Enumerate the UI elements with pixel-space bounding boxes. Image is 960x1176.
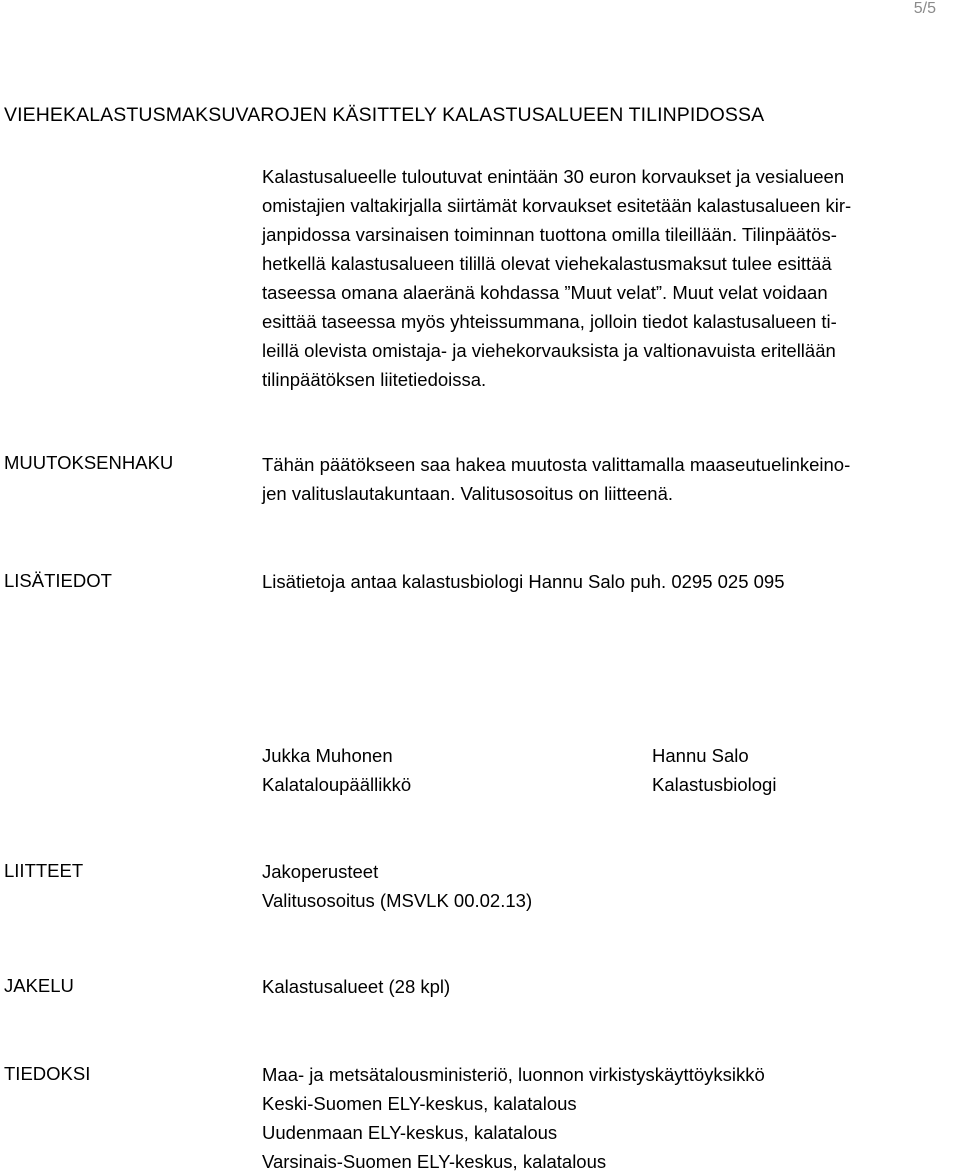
signature-title: Kalataloupäällikkö (262, 774, 412, 795)
appeal-text (262, 450, 850, 508)
paragraph-line: hetkellä kalastusalueen tilillä olevat viehekalastusmaksut tulee esittää (262, 253, 832, 274)
signature-name: Jukka Muhonen (262, 745, 393, 766)
attachments-label: LIITTEET (4, 860, 84, 881)
distribution-label: JAKELU (4, 975, 74, 996)
for-info-list (262, 1060, 765, 1176)
distribution-list (262, 972, 450, 1001)
paragraph-line: Kalastusalueelle tuloutuvat enintään 30 euron korvaukset ja vesialueen (262, 166, 845, 187)
attachment-item: Jakoperusteet (262, 861, 379, 882)
paragraph-line: Tähän päätökseen saa hakea muutosta valittamalla maaseutuelinkeino- (262, 454, 851, 475)
more-info-label: LISÄTIEDOT (4, 570, 112, 591)
paragraph-line: janpidossa varsinaisen toiminnan tuottona omilla tileillään. Tilinpäätös- (262, 224, 837, 245)
paragraph-line: leillä olevista omistaja- ja viehekorvauksista ja valtionavuista eritellään (262, 340, 836, 361)
for-info-item: Keski-Suomen ELY-keskus, kalatalous (262, 1093, 577, 1114)
page-number: 5/5 (913, 0, 936, 17)
paragraph-line: taseessa omana alaeränä kohdassa ”Muut velat”. Muut velat voidaan (262, 282, 828, 303)
for-info-item: Uudenmaan ELY-keskus, kalatalous (262, 1122, 558, 1143)
signature-title: Kalastusbiologi (652, 774, 777, 795)
paragraph-line: omistajien valtakirjalla siirtämät korvaukset esitetään kalastusalueen kir- (262, 195, 852, 216)
more-info-text (262, 567, 785, 596)
section-heading: VIEHEKALASTUSMAKSUVAROJEN KÄSITTELY KALASTUSALUEEN TILINPIDOSSA (4, 104, 765, 126)
distribution-item: Kalastusalueet (28 kpl) (262, 976, 451, 997)
paragraph-line: jen valituslautakuntaan. Valitusosoitus on liitteenä. (262, 483, 674, 504)
paragraph-line: tilinpäätöksen liitetiedoissa. (262, 369, 487, 390)
for-info-label: TIEDOKSI (4, 1063, 91, 1084)
signature-right (652, 741, 776, 799)
signature-name: Hannu Salo (652, 745, 749, 766)
attachments-list (262, 857, 532, 915)
for-info-item: Maa- ja metsätalousministeriö, luonnon virkistyskäyttöyksikkö (262, 1064, 765, 1085)
intro-paragraph (262, 162, 851, 394)
attachment-item: Valitusosoitus (MSVLK 00.02.13) (262, 890, 533, 911)
paragraph-line: esittää taseessa myös yhteissummana, jolloin tiedot kalastusalueen ti- (262, 311, 837, 332)
paragraph-line: Lisätietoja antaa kalastusbiologi Hannu Salo puh. 0295 025 095 (262, 571, 785, 592)
appeal-label: MUUTOKSENHAKU (4, 452, 174, 473)
for-info-item: Varsinais-Suomen ELY-keskus, kalatalous (262, 1151, 607, 1172)
signature-left (262, 741, 411, 799)
